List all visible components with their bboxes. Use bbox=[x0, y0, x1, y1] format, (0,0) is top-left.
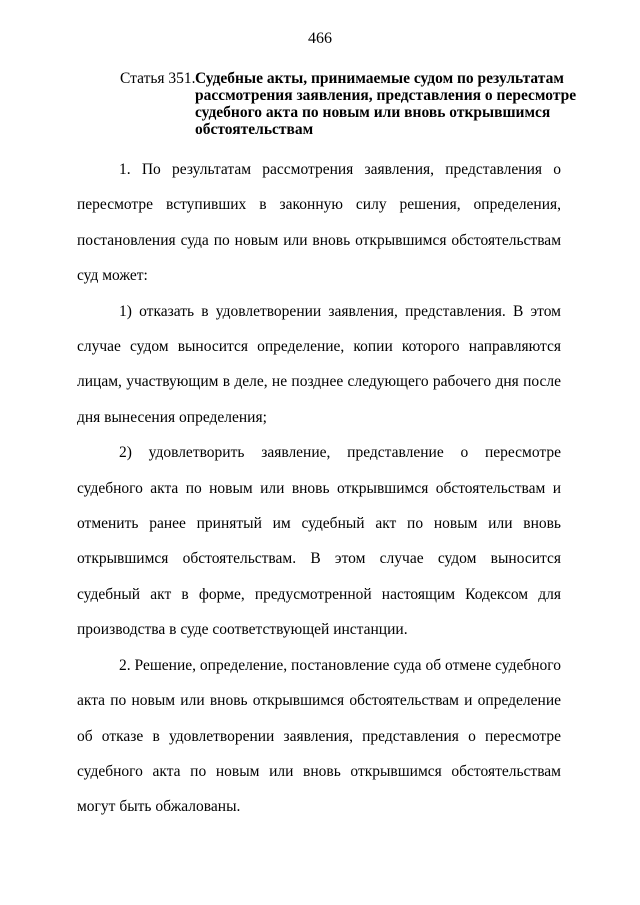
article-body bbox=[77, 152, 561, 825]
paragraph-1: 1. По результатам рассмотрения заявления, представления о пересмотре вступивших в законную силу решения, определения, постановления суда по новым или вновь открывшимся обстоятельствам суд может: bbox=[77, 161, 561, 285]
paragraph-1-item-1: 1) отказать в удовлетворении заявления, представления. В этом случае судом выносится определение, копии которого направляются лицам, участвующим в деле, не позднее следующего рабочего дня после дня вынесения определения; bbox=[77, 302, 561, 426]
article-heading bbox=[120, 70, 590, 138]
article-title: Судебные акты, принимаемые судом по результатам рассмотрения заявления, представления о пересмотре судебного акта по новым или вновь открывшимся обстоятельствам bbox=[195, 70, 577, 138]
article-label: Статья 351. bbox=[120, 70, 196, 87]
paragraph-2: 2. Решение, определение, постановление суда об отмене судебного акта по новым или вновь открывшимся обстоятельствам и определение об отказе в удовлетворении заявления, представления о пересмотре судебного акта по новым или вновь открывшимся обстоятельствам могут быть обжалованы. bbox=[77, 656, 561, 816]
page-number: 466 bbox=[308, 30, 332, 47]
paragraph-1-item-2: 2) удовлетворить заявление, представление о пересмотре судебного акта по новым или вновь открывшимся обстоятельствам и отменить ранее принятый им судебный акт по новым или вновь открывшимся обстоятельствам. В этом случае судом выносится судебный акт в форме, предусмотренной настоящим Кодексом для производства в суде соответствующей инстанции. bbox=[77, 444, 561, 639]
